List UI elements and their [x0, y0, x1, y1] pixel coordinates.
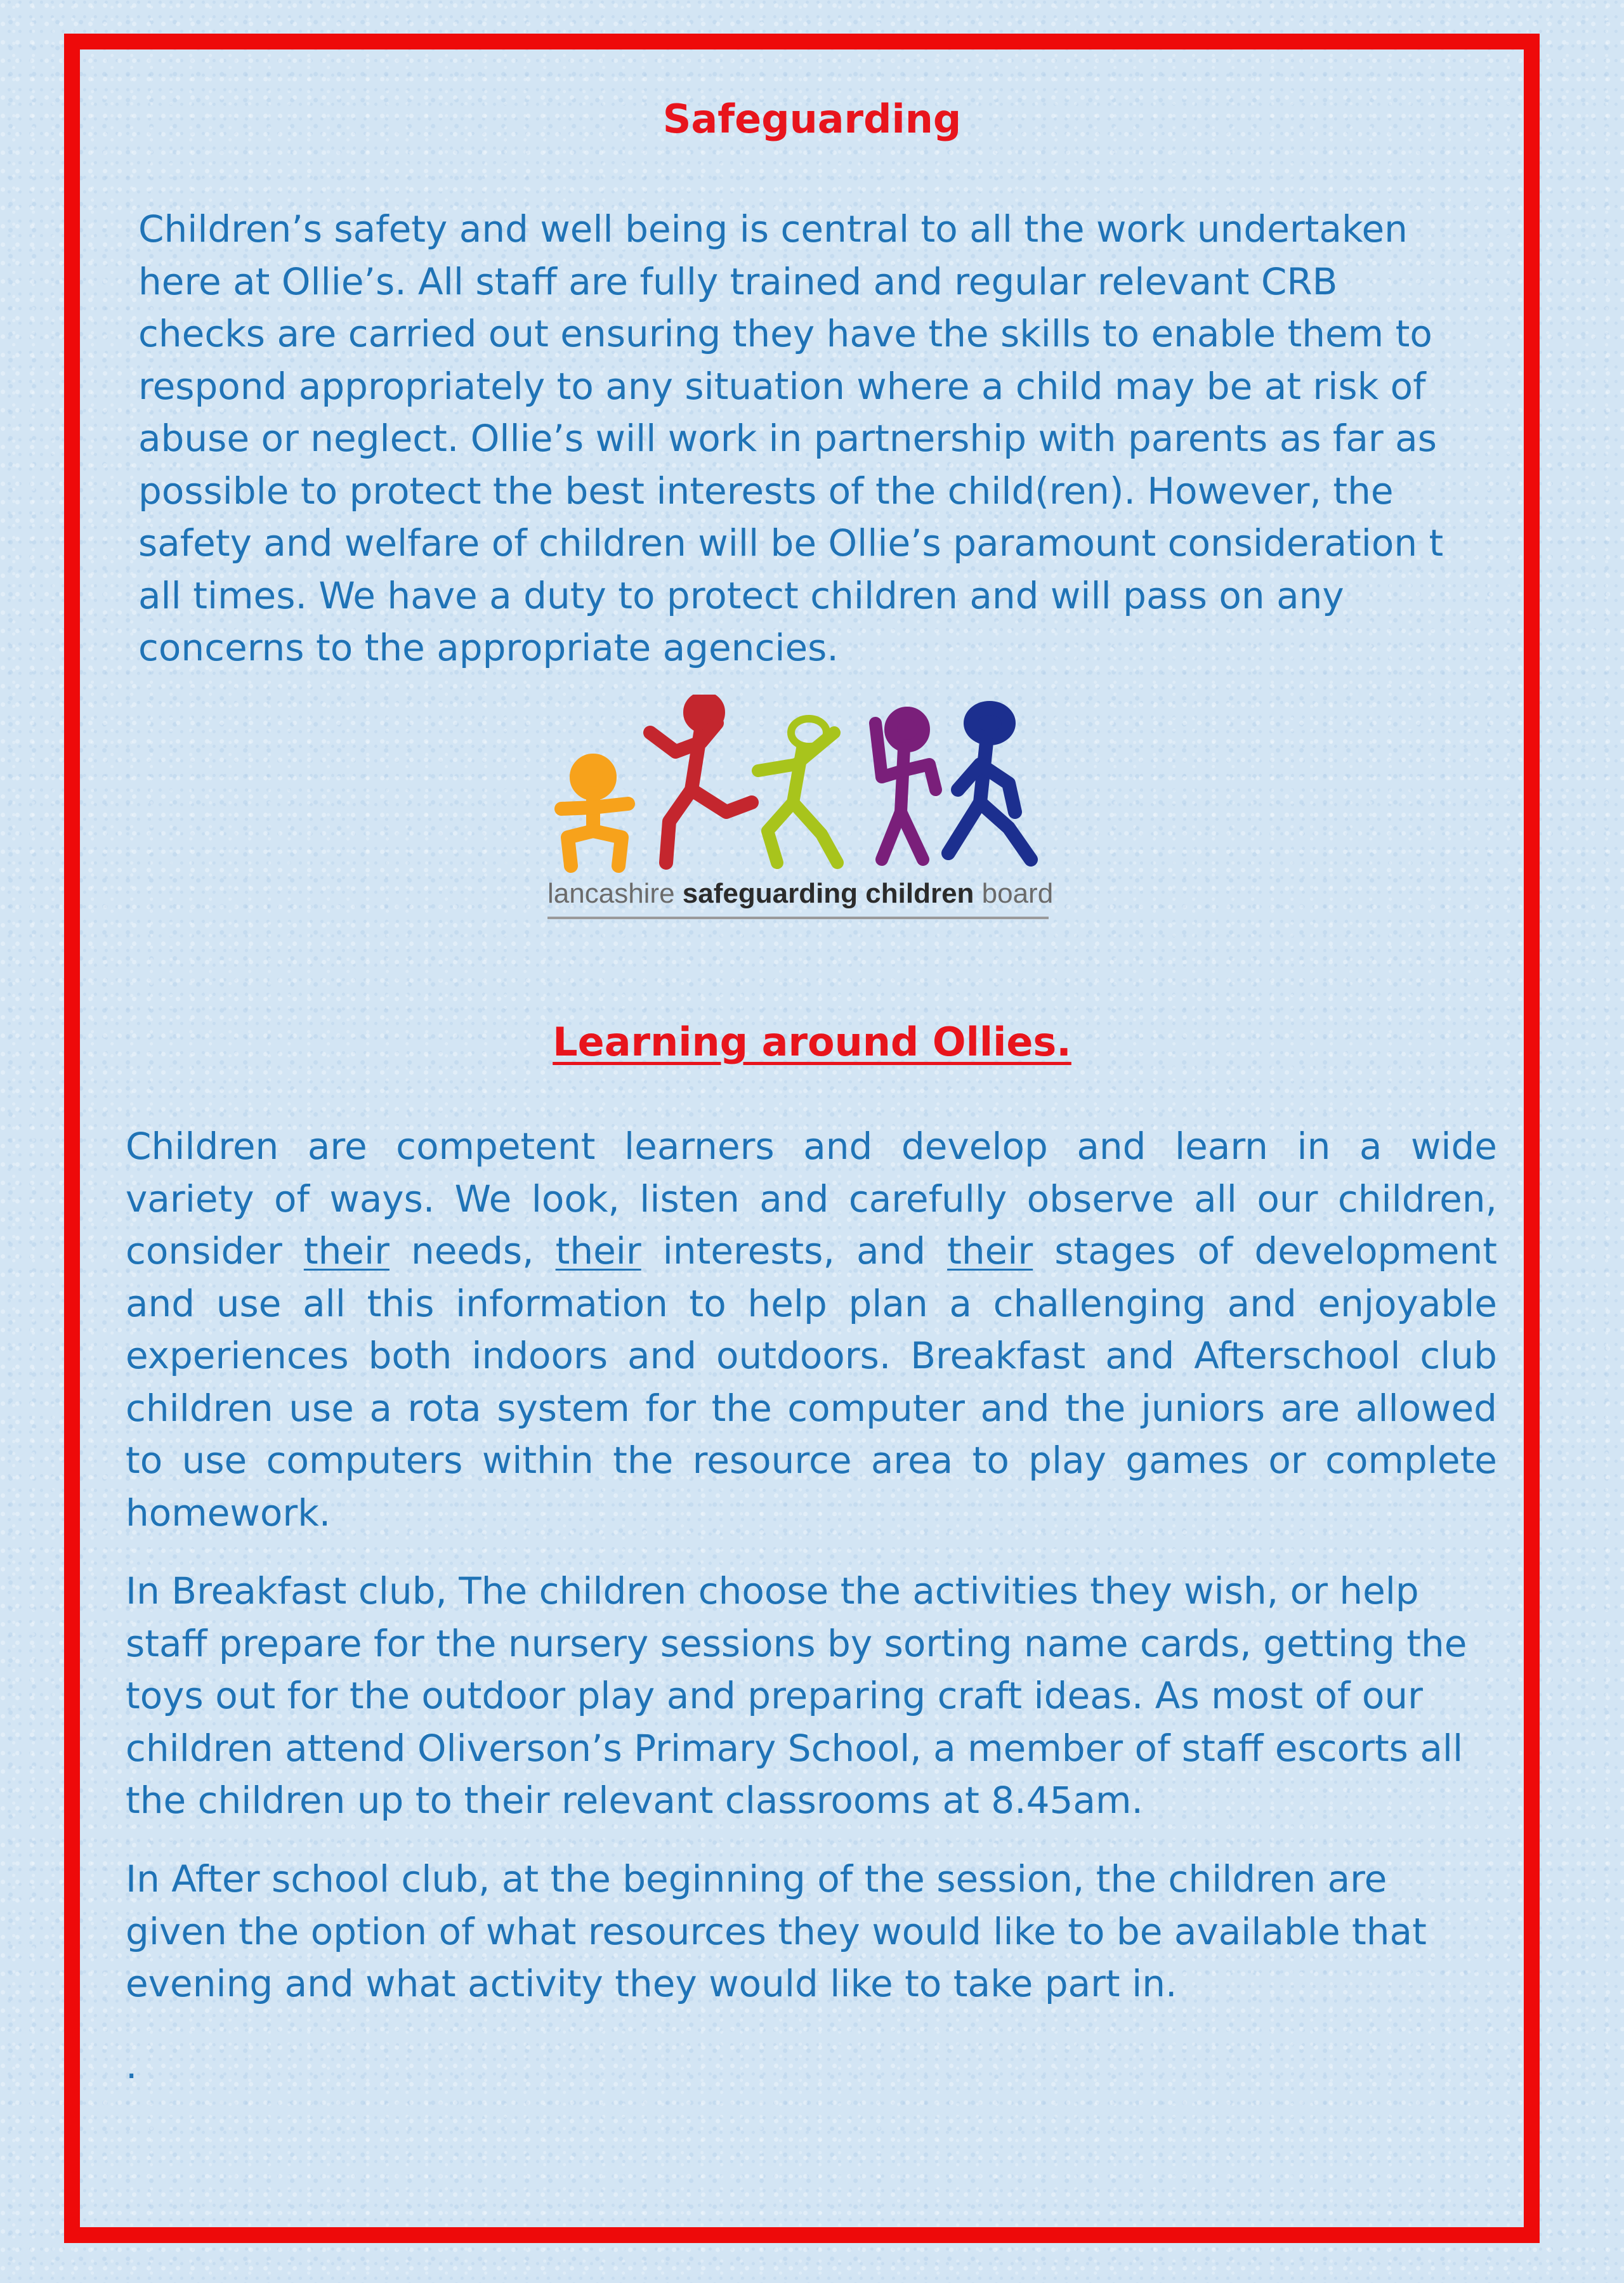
- text-fragment: needs,: [389, 1229, 556, 1272]
- logo-underline: [547, 917, 1049, 919]
- safeguarding-line: Children’s safety and well being is central to all the work undertaken: [138, 207, 1408, 251]
- learning-line: homework.: [126, 1491, 331, 1534]
- safeguarding-line: checks are carried out ensuring they have the skills to enable them to: [138, 312, 1432, 355]
- green-figure-icon: [758, 719, 837, 863]
- logo-caption-lancashire: lancashire: [547, 878, 683, 909]
- after-school-club-paragraph: [126, 1853, 1497, 2010]
- after-school-line: given the option of what resources they would like to be available that: [126, 1909, 1427, 1953]
- safeguarding-line: respond appropriately to any situation where a child may be at risk of: [138, 364, 1426, 408]
- dancing-figures-icon: [542, 695, 1050, 879]
- trailing-period: .: [126, 2044, 138, 2087]
- breakfast-line: toys out for the outdoor play and preparing craft ideas. As most of our: [126, 1674, 1423, 1717]
- logo-caption-safeguarding-children: safeguarding children: [682, 878, 974, 909]
- purple-figure-icon: [875, 713, 936, 860]
- learning-line: variety of ways. We look, listen and carefully observe all our children,: [126, 1177, 1497, 1220]
- safeguarding-paragraph: [138, 203, 1496, 674]
- logo-caption-board: board: [974, 878, 1054, 909]
- learning-line: experiences both indoors and outdoors. Breakfast and Afterschool club: [126, 1334, 1497, 1377]
- safeguarding-line: safety and welfare of children will be Ollie’s paramount consideration t: [138, 521, 1444, 565]
- learning-paragraph-1: [126, 1120, 1497, 1539]
- orange-figure-icon: [561, 761, 628, 866]
- breakfast-club-paragraph: [126, 1565, 1497, 1827]
- learning-line: Children are competent learners and develop and learn in a wide: [126, 1125, 1497, 1168]
- underlined-their: their: [303, 1229, 390, 1272]
- underlined-their: their: [555, 1229, 641, 1272]
- underlined-their: their: [947, 1229, 1033, 1272]
- safeguarding-line: here at Ollie’s. All staff are fully trained and regular relevant CRB: [138, 259, 1338, 303]
- safeguarding-heading: Safeguarding: [662, 96, 962, 142]
- breakfast-line: the children up to their relevant classrooms at 8.45am.: [126, 1779, 1143, 1822]
- red-figure-icon: [650, 698, 752, 863]
- learning-line: and use all this information to help plan a challenging and enjoyable: [126, 1281, 1497, 1325]
- learning-line-their: [126, 1225, 1497, 1278]
- learning-line: to use computers within the resource area to play games or complete: [126, 1439, 1497, 1482]
- text-fragment: interests, and: [641, 1229, 948, 1272]
- blue-figure-icon: [948, 708, 1031, 860]
- safeguarding-line: all times. We have a duty to protect children and will pass on any: [138, 573, 1344, 617]
- breakfast-line: children attend Oliverson’s Primary School, a member of staff escorts all: [126, 1726, 1464, 1770]
- breakfast-line: staff prepare for the nursery sessions by sorting name cards, getting the: [126, 1621, 1467, 1665]
- after-school-line: evening and what activity they would like to take part in.: [126, 1962, 1177, 2005]
- safeguarding-line: possible to protect the best interests of the child(ren). However, the: [138, 469, 1394, 513]
- logo-caption: [547, 878, 1054, 909]
- safeguarding-line: abuse or neglect. Ollie’s will work in partnership with parents as far as: [138, 417, 1437, 460]
- after-school-line: In After school club, at the beginning of the session, the children are: [126, 1857, 1387, 1900]
- breakfast-line: In Breakfast club, The children choose the activities they wish, or help: [126, 1569, 1419, 1612]
- learning-line: children use a rota system for the computer and the juniors are allowed: [126, 1386, 1497, 1430]
- learning-heading: Learning around Ollies.: [553, 1019, 1071, 1065]
- safeguarding-line: concerns to the appropriate agencies.: [138, 626, 839, 669]
- lancashire-safeguarding-logo: [542, 695, 1054, 936]
- text-fragment: consider: [126, 1229, 304, 1272]
- text-fragment: stages of development: [1033, 1229, 1497, 1272]
